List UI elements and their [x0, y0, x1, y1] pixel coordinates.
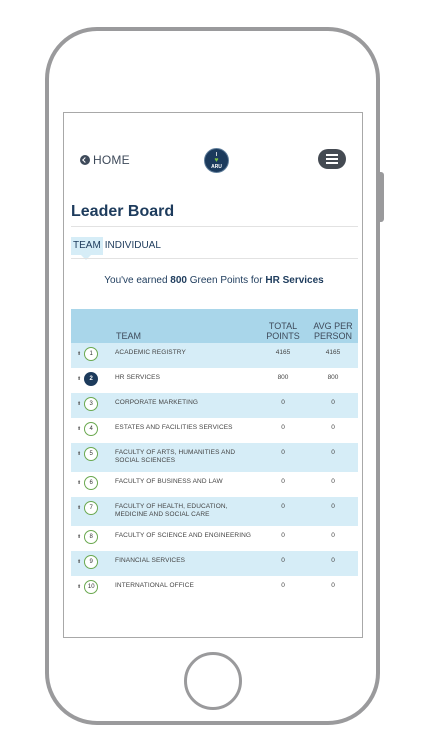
table-row: [71, 368, 358, 393]
divider: [71, 226, 358, 227]
avg-per-person-header: AVG PER PERSON: [308, 309, 358, 343]
total-points: 0: [281, 449, 285, 456]
divider: [71, 258, 358, 259]
total-points: 4165: [275, 349, 291, 356]
avg-per-person: 800: [327, 374, 339, 381]
rank-arrow-icon: ⬆︎: [77, 559, 82, 565]
rank-cell: [71, 526, 113, 551]
table-row: [71, 418, 358, 443]
earned-prefix: You've earned: [104, 275, 168, 286]
team-name: FINANCIAL SERVICES: [115, 557, 186, 564]
rank-badge: 5: [84, 447, 98, 461]
tab-individual[interactable]: INDIVIDUAL: [104, 240, 161, 251]
avg-per-person: 0: [331, 399, 335, 406]
page-title: Leader Board: [71, 203, 175, 220]
earned-points: 800: [170, 275, 187, 286]
table-row: [71, 343, 358, 368]
team-name: CORPORATE MARKETING: [115, 399, 199, 406]
tab-team[interactable]: TEAM: [71, 237, 103, 255]
rank-badge: 9: [84, 555, 98, 569]
rank-badge-current: 2: [84, 372, 98, 386]
rank-badge: 4: [84, 422, 98, 436]
rank-arrow-icon: ⬆︎: [77, 351, 82, 357]
table-row: [71, 497, 358, 526]
earned-team: HR Services: [265, 275, 324, 286]
total-points: 0: [281, 532, 285, 539]
avg-per-person: 0: [331, 557, 335, 564]
rank-arrow-icon: ⬆︎: [77, 505, 82, 511]
logo-text-bottom: ARU: [211, 163, 222, 170]
app-screen: [63, 112, 363, 638]
team-name: HR SERVICES: [115, 374, 161, 381]
total-points: 0: [281, 424, 285, 431]
top-bar: [64, 113, 362, 203]
rank-cell: [71, 368, 113, 393]
table-row: [71, 443, 358, 472]
avg-per-person: 0: [331, 532, 335, 539]
rank-cell: [71, 343, 113, 368]
team-name: FACULTY OF SCIENCE AND ENGINEERING: [115, 532, 252, 539]
rank-cell: [71, 576, 113, 601]
rank-header: [71, 309, 113, 343]
rank-cell: [71, 393, 113, 418]
rank-cell: [71, 418, 113, 443]
team-name: INTERNATIONAL OFFICE: [115, 582, 194, 589]
aru-logo[interactable]: [204, 148, 229, 173]
rank-badge: 3: [84, 397, 98, 411]
hamburger-icon[interactable]: [318, 149, 346, 169]
team-header: TEAM: [113, 309, 258, 343]
total-points: 0: [281, 478, 285, 485]
home-label: HOME: [93, 153, 130, 167]
avg-per-person: 0: [331, 424, 335, 431]
rank-cell: [71, 551, 113, 576]
table-body: [71, 343, 358, 601]
table-row: [71, 576, 358, 601]
phone-home-button[interactable]: [184, 652, 242, 710]
table-row: [71, 526, 358, 551]
rank-badge: 7: [84, 501, 98, 515]
avg-per-person: 0: [331, 582, 335, 589]
team-name: FACULTY OF HEALTH, EDUCATION, MEDICINE AND SOCIAL CARE: [115, 503, 228, 518]
total-points: 0: [281, 557, 285, 564]
total-points: 0: [281, 503, 285, 510]
rank-badge: 1: [84, 347, 98, 361]
avg-per-person: 0: [331, 478, 335, 485]
table-row: [71, 393, 358, 418]
leaderboard-table: [71, 309, 358, 601]
table-header-row: [71, 309, 358, 343]
rank-cell: [71, 497, 113, 526]
chevron-left-icon: [80, 155, 90, 165]
avg-per-person: 0: [331, 503, 335, 510]
earned-middle: Green Points for: [189, 275, 263, 286]
phone-side-button: [378, 172, 384, 222]
total-points: 800: [277, 374, 289, 381]
avg-per-person: 0: [331, 449, 335, 456]
rank-badge: 8: [84, 530, 98, 544]
leaderboard-tabs: [71, 237, 163, 255]
rank-arrow-icon: ⬆︎: [77, 584, 82, 590]
rank-cell: [71, 472, 113, 497]
team-name: ACADEMIC REGISTRY: [115, 349, 186, 356]
earned-message: [64, 275, 363, 286]
rank-badge: 10: [84, 580, 98, 594]
logo-text-top: I: [215, 151, 218, 158]
rank-arrow-icon: ⬆︎: [77, 376, 82, 382]
table-row: [71, 472, 358, 497]
team-name: FACULTY OF ARTS, HUMANITIES AND SOCIAL SCIENCES: [115, 449, 236, 464]
rank-badge: 6: [84, 476, 98, 490]
home-link[interactable]: [80, 153, 130, 167]
rank-arrow-icon: ⬆︎: [77, 480, 82, 486]
rank-arrow-icon: ⬆︎: [77, 534, 82, 540]
rank-arrow-icon: ⬆︎: [77, 451, 82, 457]
total-points: 0: [281, 399, 285, 406]
team-name: ESTATES AND FACILITIES SERVICES: [115, 424, 233, 431]
rank-arrow-icon: ⬆︎: [77, 401, 82, 407]
total-points: 0: [281, 582, 285, 589]
table-row: [71, 551, 358, 576]
rank-cell: [71, 443, 113, 472]
team-name: FACULTY OF BUSINESS AND LAW: [115, 478, 223, 485]
rank-arrow-icon: ⬆︎: [77, 426, 82, 432]
avg-per-person: 4165: [325, 349, 341, 356]
total-points-header: TOTAL POINTS: [258, 309, 308, 343]
heart-icon: ♥: [214, 156, 219, 164]
